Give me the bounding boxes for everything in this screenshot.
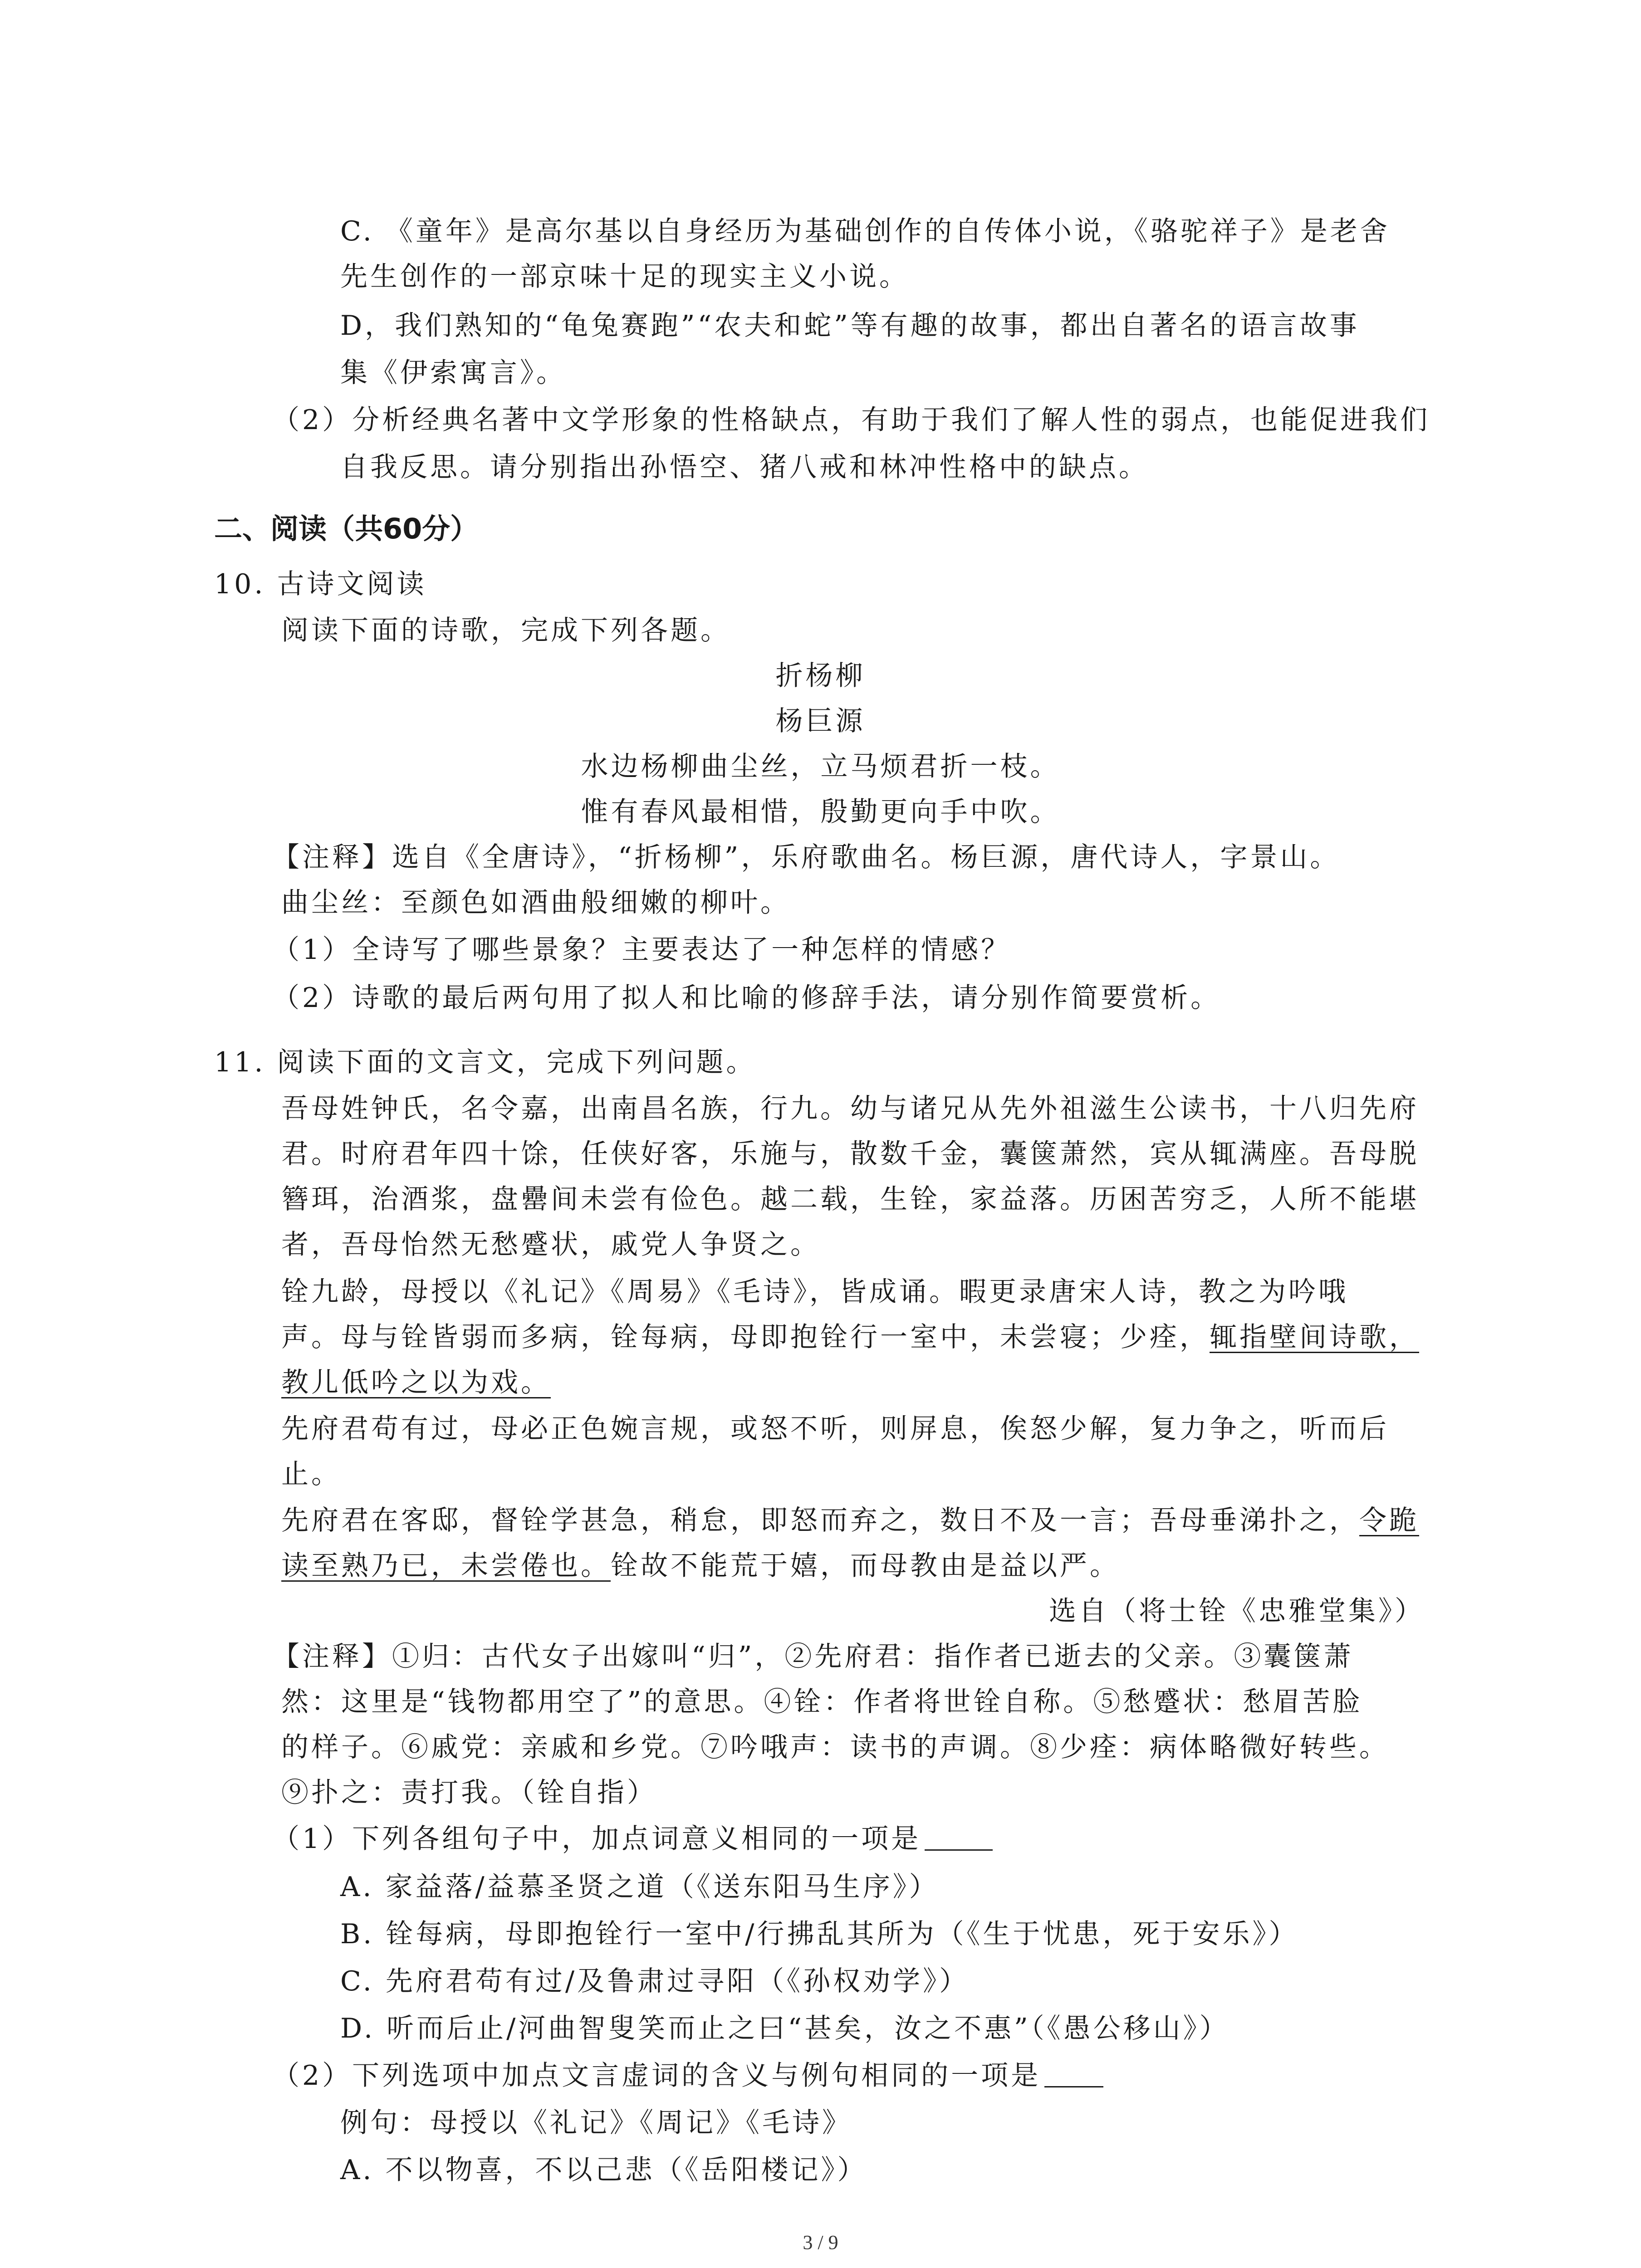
q11-sub2-stem-text: （2）下列选项中加点文言虚词的含义与例句相同的一项是 bbox=[272, 2060, 1041, 2092]
q11-sub1-stem-text: （1）下列各组句子中，加点词意义相同的一项是 bbox=[272, 1823, 921, 1855]
poem-line-2: 惟有春风最相惜，殷勤更向手中吹。 bbox=[581, 796, 1060, 828]
underlined-sentence-1a: 辄指壁间诗歌， bbox=[1210, 1321, 1419, 1353]
q11-para2-line2 bbox=[281, 1318, 1419, 1356]
q11-sub1-option-b: B. 铨每病，母即抱铨行一室中/行拂乱其所为（《生于忧患，死于安乐》） bbox=[340, 1918, 1299, 1950]
q11-para4-line2-text: 铨故不能荒于嬉，而母教由是益以严。 bbox=[611, 1550, 1120, 1582]
q11-para4-line1 bbox=[281, 1501, 1419, 1540]
q11-para1-line3: 簪珥，治酒浆，盘罍间未尝有俭色。越二载，生铨，家益落。历困苦穷乏，人所不能堪 bbox=[281, 1183, 1419, 1215]
underlined-sentence-2a: 令跪 bbox=[1359, 1505, 1419, 1536]
q11-sub2-example: 例句：母授以《礼记》《周记》《毛诗》 bbox=[340, 2107, 852, 2139]
q11-para1-line2: 君。时府君年四十馀，任侠好客，乐施与，散数千金，囊箧萧然，宾从辄满座。吾母脱 bbox=[281, 1138, 1419, 1170]
q9-option-d-line2: 集《伊索寓言》。 bbox=[340, 357, 566, 389]
poem-title: 折杨柳 bbox=[775, 660, 866, 692]
q9-option-c-line1: C. 《童年》是高尔基以自身经历为基础创作的自传体小说，《骆驼祥子》是老舍 bbox=[340, 215, 1390, 247]
q11-sub1-option-a: A. 家益落/益慕圣贤之道（《送东阳马生序》） bbox=[340, 1871, 939, 1903]
q11-notes-line3: 的样子。⑥戚党：亲戚和乡党。⑦吟哦声：读书的声调。⑧少痊：病体略微好转些。 bbox=[281, 1731, 1389, 1763]
q11-para2-line1: 铨九龄，母授以《礼记》《周易》《毛诗》，皆成诵。暇更录唐宋人诗，教之为吟哦 bbox=[281, 1276, 1348, 1308]
answer-blank-2[interactable] bbox=[1044, 2061, 1103, 2087]
q11-sub1-option-d: D. 听而后止/河曲智叟笑而止之曰“甚矣，汝之不惠”（《愚公移山》） bbox=[340, 2013, 1230, 2044]
q11-para3-line1: 先府君苟有过，母必正色婉言规，或怒不听，则屏息，俟怒少解，复力争之，听而后 bbox=[281, 1413, 1389, 1445]
q11-para4-line2 bbox=[281, 1547, 1120, 1585]
q10-note-line2: 曲尘丝：至颜色如酒曲般细嫩的柳叶。 bbox=[281, 887, 790, 919]
q11-para3-line2: 止。 bbox=[281, 1458, 341, 1490]
q11-sub1-stem bbox=[272, 1820, 993, 1858]
section-heading: 二、阅读（共60分） bbox=[214, 512, 479, 545]
q11-para1-line4: 者，吾母怡然无愁蹙状，戚党人争贤之。 bbox=[281, 1229, 820, 1261]
q11-para2-line3 bbox=[281, 1364, 551, 1402]
q9-option-c-line2: 先生创作的一部京味十足的现实主义小说。 bbox=[340, 261, 909, 293]
poem-author: 杨巨源 bbox=[775, 705, 866, 737]
q11-source: 选自（将士铨《忠雅堂集》） bbox=[1049, 1595, 1425, 1627]
q11-sub1-option-c: C. 先府君苟有过/及鲁肃过寻阳（《孙权劝学》） bbox=[340, 1965, 970, 1997]
q11-para4-line1-text: 先府君在客邸，督铨学甚急，稍怠，即怒而弃之，数日不及一言；吾母垂涕扑之， bbox=[281, 1505, 1359, 1536]
q11-notes-line2: 然：这里是“钱物都用空了”的意思。④铨：作者将世铨自称。⑤愁蹙状：愁眉苦脸 bbox=[281, 1686, 1363, 1718]
q9-sub2-line2: 自我反思。请分别指出孙悟空、猪八戒和林冲性格中的缺点。 bbox=[340, 451, 1149, 483]
answer-blank-1[interactable] bbox=[925, 1824, 993, 1851]
q11-sub2-option-a: A. 不以物喜，不以己悲（《岳阳楼记》） bbox=[340, 2154, 867, 2186]
q10-note-line1: 【注释】选自《全唐诗》，“折杨柳”，乐府歌曲名。杨巨源，唐代诗人，字景山。 bbox=[272, 841, 1340, 873]
underlined-sentence-1b: 教儿低吟之以为戏。 bbox=[281, 1367, 551, 1398]
underlined-sentence-2b: 读至熟乃已，未尝倦也。 bbox=[281, 1550, 611, 1582]
q11-notes-line4: ⑨扑之：责打我。（铨自指） bbox=[281, 1777, 657, 1809]
q10-sub1: （1）全诗写了哪些景象？主要表达了一种怎样的情感？ bbox=[272, 934, 1011, 966]
q11-para1-line1: 吾母姓钟氏，名令嘉，出南昌名族，行九。幼与诸兄从先外祖滋生公读书，十八归先府 bbox=[281, 1093, 1419, 1124]
page-number: 3 / 9 bbox=[803, 2231, 838, 2253]
q11-number: 11. 阅读下面的文言文，完成下列问题。 bbox=[214, 1046, 756, 1078]
q10-number: 10. 古诗文阅读 bbox=[214, 568, 427, 600]
q11-para2-line2-text: 声。母与铨皆弱而多病，铨每病，母即抱铨行一室中，未尝寝；少痊， bbox=[281, 1321, 1210, 1353]
q10-sub2: （2）诗歌的最后两句用了拟人和比喻的修辞手法，请分别作简要赏析。 bbox=[272, 982, 1221, 1014]
q9-sub2-line1: （2）分析经典名著中文学形象的性格缺点，有助于我们了解人性的弱点，也能促进我们 bbox=[272, 404, 1430, 436]
q9-option-d-line1: D，我们熟知的“龟兔赛跑”“农夫和蛇”等有趣的故事，都出自著名的语言故事 bbox=[340, 310, 1360, 342]
q11-sub2-stem bbox=[272, 2057, 1103, 2095]
poem-line-1: 水边杨柳曲尘丝，立马烦君折一枝。 bbox=[581, 751, 1060, 782]
q10-instruction: 阅读下面的诗歌，完成下列各题。 bbox=[281, 615, 730, 646]
q11-notes-line1: 【注释】①归：古代女子出嫁叫“归”，②先府君：指作者已逝去的父亲。③囊箧萧 bbox=[272, 1641, 1354, 1672]
